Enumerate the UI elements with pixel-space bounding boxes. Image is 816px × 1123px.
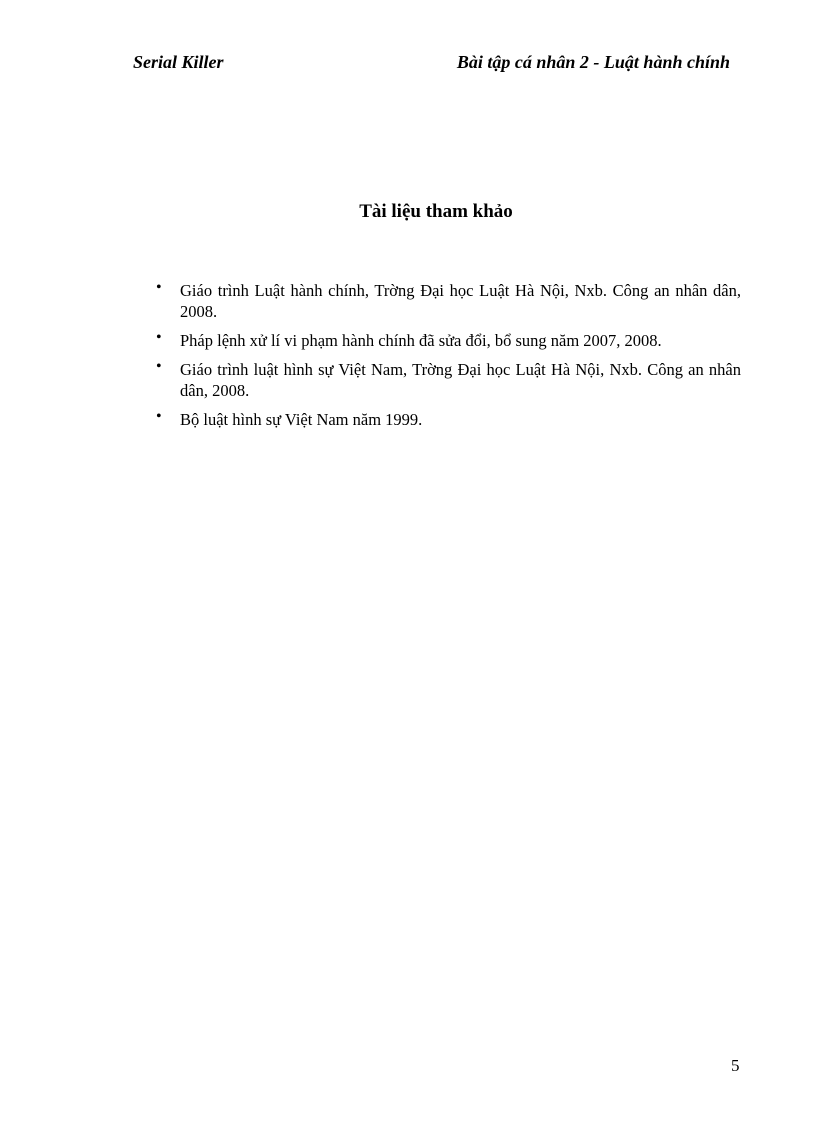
bullet-icon: • xyxy=(156,358,162,375)
reference-item xyxy=(156,330,741,351)
bullet-icon: • xyxy=(156,279,162,296)
header-author: Serial Killer xyxy=(133,52,224,72)
bullet-icon: • xyxy=(156,329,162,346)
reference-list xyxy=(156,280,741,438)
page-number: 5 xyxy=(731,1056,740,1075)
reference-text: Pháp lệnh xử lí vi phạm hành chính đã sửa đổi, bổ sung năm 2007, 2008. xyxy=(180,331,662,350)
reference-item xyxy=(156,409,741,430)
reference-text: Giáo trình Luật hành chính, Trờng Đại học Luật Hà Nội, Nxb. Công an nhân dân, 2008. xyxy=(180,281,741,321)
reference-text: Giáo trình luật hình sự Việt Nam, Trờng Đại học Luật Hà Nội, Nxb. Công an nhân dân, 2008. xyxy=(180,360,741,400)
bullet-icon: • xyxy=(156,408,162,425)
header-document-title: Bài tập cá nhân 2 - Luật hành chính xyxy=(456,52,730,72)
reference-text: Bộ luật hình sự Việt Nam năm 1999. xyxy=(180,410,423,429)
reference-item xyxy=(156,280,741,322)
reference-item xyxy=(156,359,741,401)
section-title: Tài liệu tham khảo xyxy=(359,201,513,222)
